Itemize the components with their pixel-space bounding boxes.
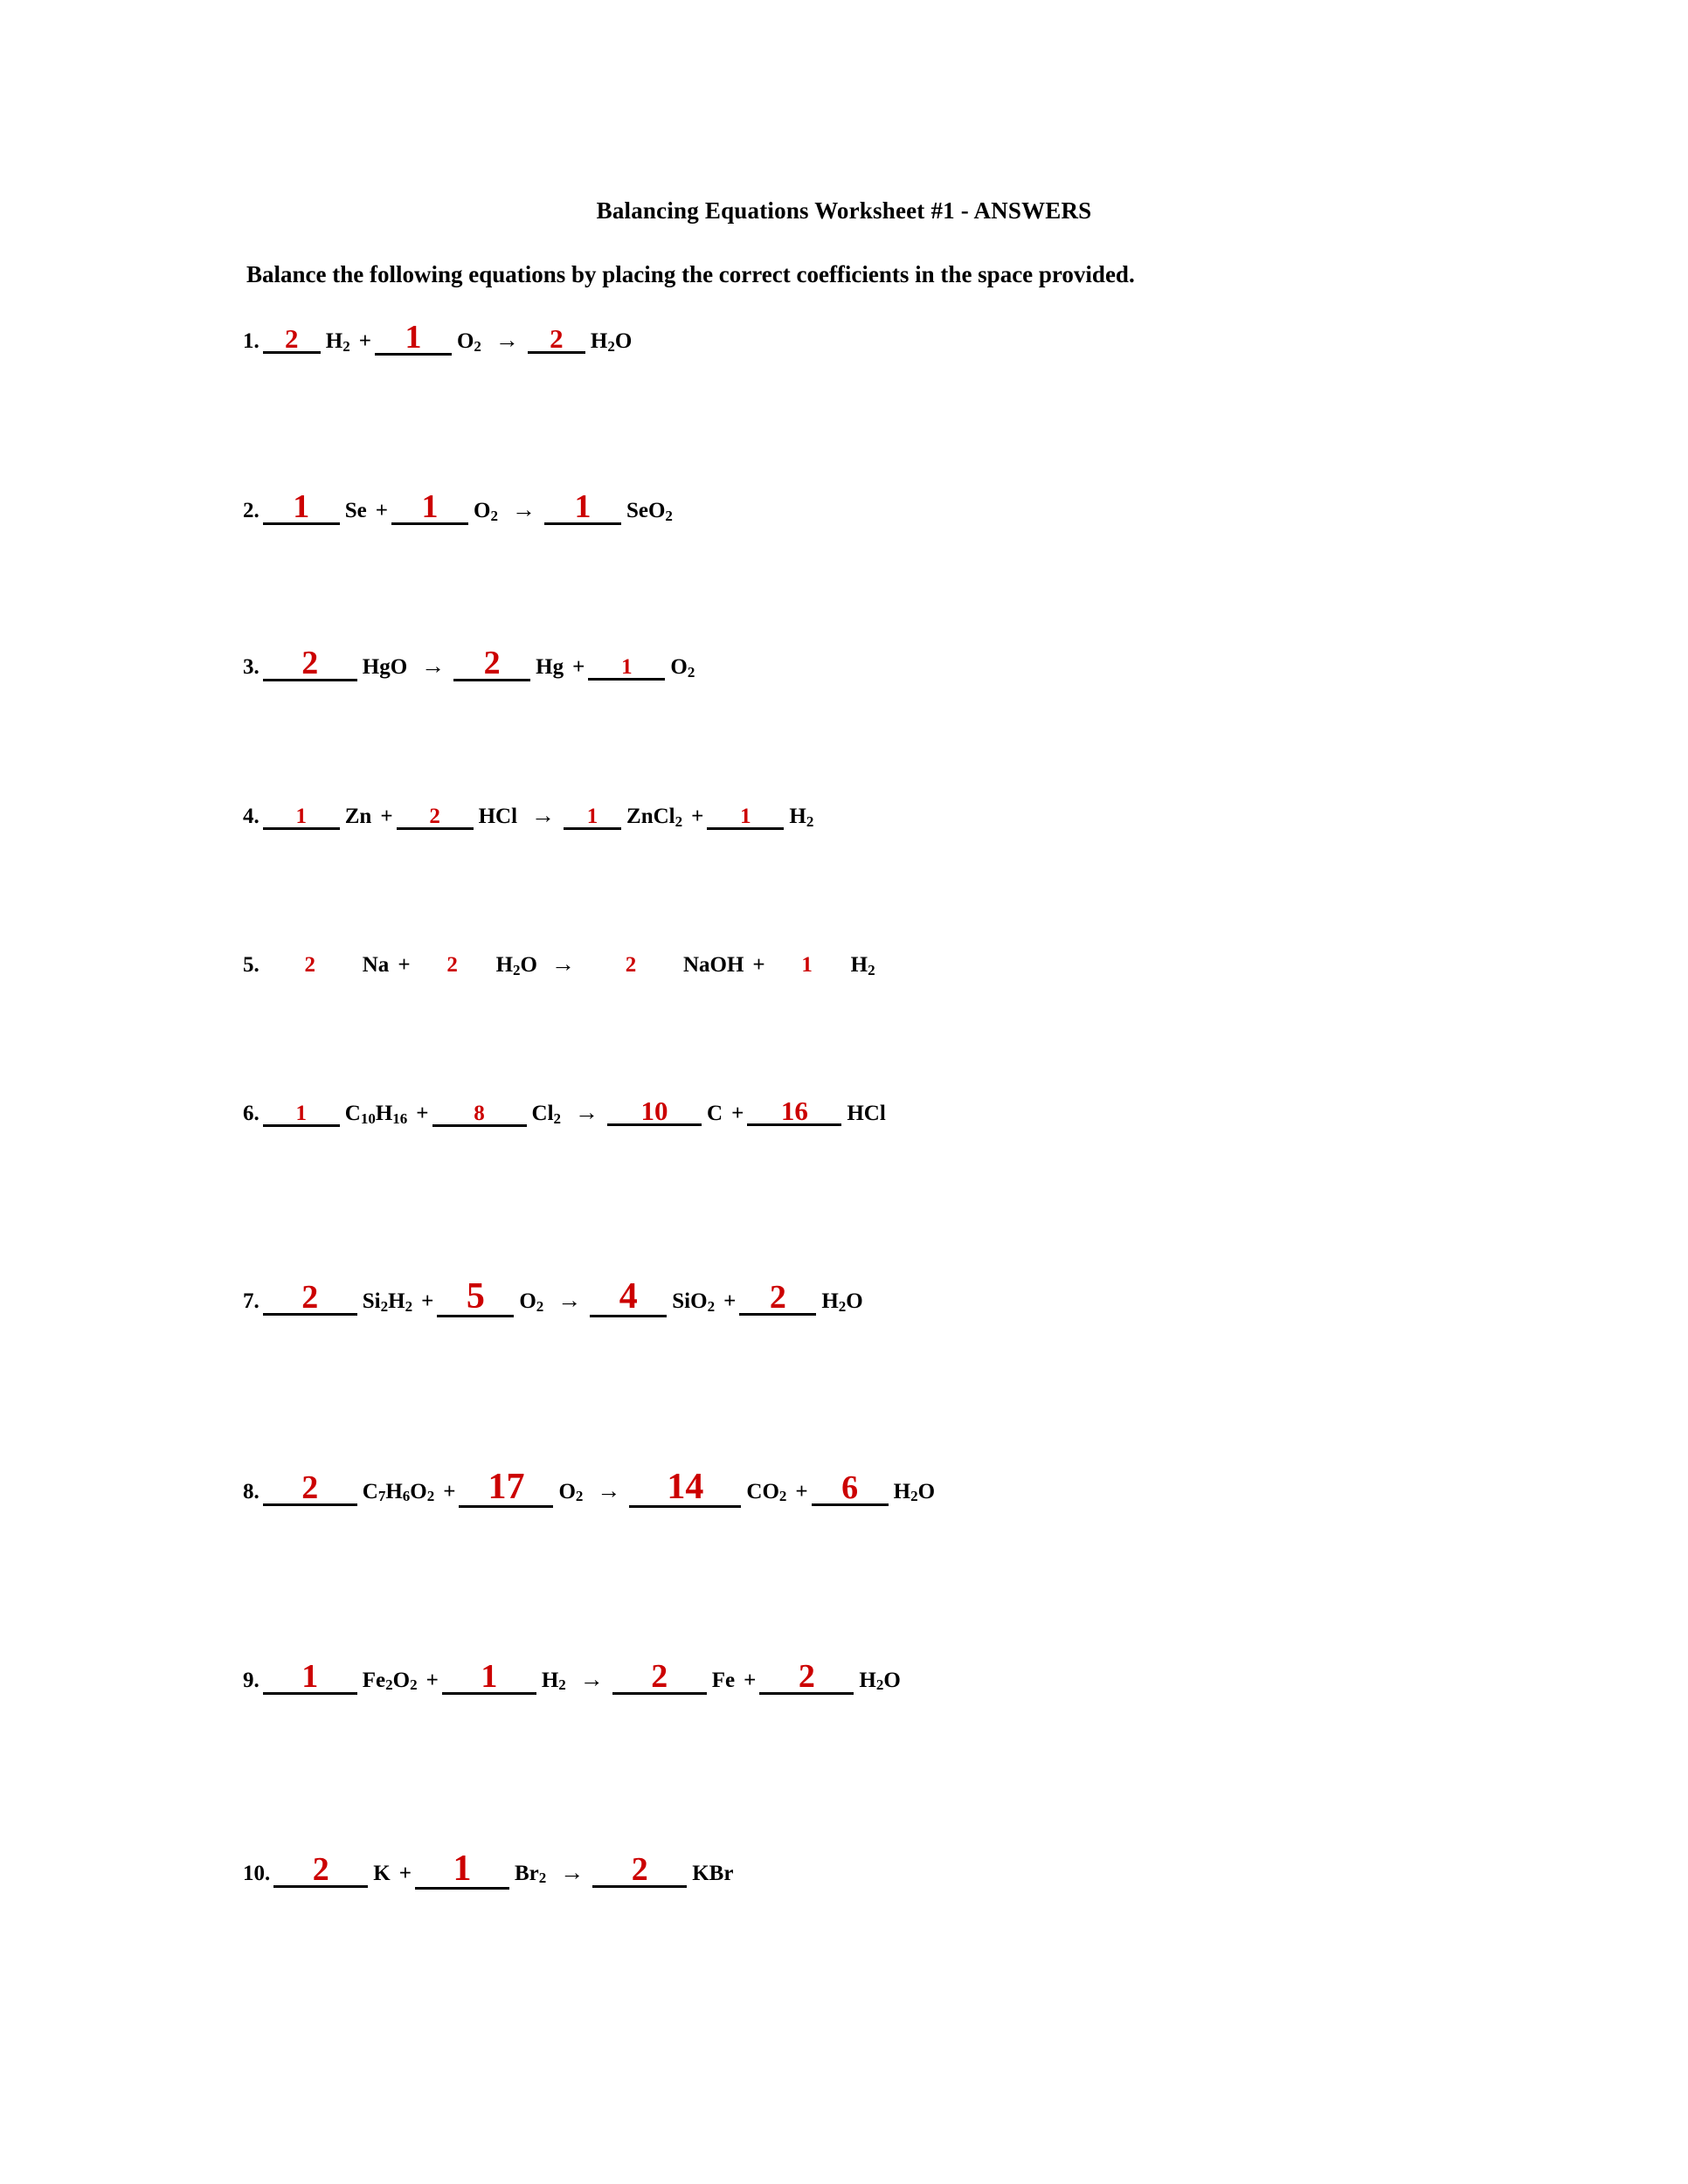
equation-row <box>243 804 1688 830</box>
equation-number: 1. <box>243 329 259 353</box>
reaction-arrow-icon: → <box>495 327 519 353</box>
chemical-formula: $Cl_2$ <box>531 1102 562 1127</box>
chemical-formula: KBr <box>692 1861 734 1885</box>
coefficient-blank-reactants-1[interactable]: 2 <box>263 1472 357 1506</box>
coefficient-blank-reactants-2[interactable]: 8 <box>432 1103 527 1127</box>
plus-operator: + <box>731 1102 744 1126</box>
coefficient-blank-reactants-2[interactable]: 2 <box>446 953 458 978</box>
equation-number: 6. <box>243 1102 259 1126</box>
equation-number: 8. <box>243 1479 259 1503</box>
chemical-formula: ZnCl$_2$ <box>626 805 683 831</box>
chemical-formula: $H_2O$ <box>859 1668 901 1694</box>
coefficient-blank-products-1[interactable]: 2 <box>592 1854 687 1888</box>
plus-operator: + <box>358 329 371 353</box>
chemical-formula: Se <box>344 499 367 523</box>
chemical-formula: SiO$_2$ <box>672 1289 716 1315</box>
plus-operator: + <box>691 805 704 829</box>
chemical-formula: $O_2$ <box>670 655 695 681</box>
chemical-formula: $H_2O$ <box>893 1479 936 1505</box>
plus-operator: + <box>416 1102 429 1126</box>
coefficient-blank-reactants-2[interactable]: 5 <box>437 1280 514 1317</box>
page-title: Balancing Equations Worksheet #1 - ANSWERS <box>596 197 1092 224</box>
chemical-formula: $H_2$ <box>541 1668 566 1694</box>
coefficient-blank-reactants-1[interactable]: 2 <box>304 953 315 978</box>
coefficient-blank-reactants-2[interactable]: 1 <box>375 321 452 356</box>
coefficient-blank-products-1[interactable]: 1 <box>564 806 621 830</box>
coefficient-blank-reactants-1[interactable]: 2 <box>263 326 321 354</box>
chemical-formula: $H_2$ <box>789 805 814 831</box>
chemical-formula: $CO_2$ <box>746 1479 787 1505</box>
coefficient-blank-reactants-2[interactable]: 1 <box>442 1661 536 1695</box>
coefficient-blank-products-2[interactable]: 6 <box>812 1472 889 1506</box>
coefficient-blank-products-1[interactable]: 1 <box>544 491 621 525</box>
reaction-arrow-icon: → <box>421 653 446 680</box>
coefficient-blank-products-2[interactable]: 1 <box>707 806 784 830</box>
plus-operator: + <box>443 1479 456 1503</box>
chemical-formula: $Br_2$ <box>514 1861 547 1887</box>
chemical-formula: $Fe_2O_2$ <box>362 1668 418 1694</box>
chemical-formula: $H_2O$ <box>495 953 537 978</box>
coefficient-blank-reactants-2[interactable]: 2 <box>397 806 474 830</box>
chemical-formula: $Si_2H_2$ <box>362 1289 413 1315</box>
equation-row <box>243 1095 1688 1127</box>
coefficient-blank-reactants-1[interactable]: 2 <box>263 1282 357 1316</box>
chemical-formula: $C_{10}H_{16}$ <box>344 1102 408 1127</box>
plus-operator: + <box>421 1289 434 1313</box>
plus-operator: + <box>398 953 411 978</box>
equation-row <box>243 1275 1688 1317</box>
plus-operator: + <box>723 1289 737 1313</box>
equation-number: 10. <box>243 1861 271 1885</box>
chemical-formula: HCl <box>478 805 518 829</box>
chemical-formula: SeO$_2$ <box>626 499 673 524</box>
equation-row <box>243 952 1688 976</box>
coefficient-blank-reactants-2[interactable]: 17 <box>459 1470 553 1508</box>
instruction-text: Balance the following equations by placing the correct coefficients in the space provided. <box>246 261 1135 287</box>
chemical-formula: $H_2$ <box>325 329 350 355</box>
equation-number: 5. <box>243 953 259 978</box>
reaction-arrow-icon: → <box>579 1665 604 1692</box>
coefficient-blank-products-1[interactable]: 2 <box>625 953 637 978</box>
coefficient-blank-products-1[interactable]: 4 <box>590 1280 667 1317</box>
chemical-formula: HCl <box>847 1102 886 1126</box>
coefficient-blank-products-1[interactable]: 10 <box>607 1098 702 1126</box>
coefficient-blank-reactants-1[interactable]: 1 <box>263 1661 357 1695</box>
coefficient-blank-products-2[interactable]: 16 <box>747 1098 841 1126</box>
equation-number: 9. <box>243 1668 259 1692</box>
equation-number: 3. <box>243 655 259 680</box>
plus-operator: + <box>425 1668 439 1692</box>
reaction-arrow-icon: → <box>575 1099 599 1126</box>
coefficient-blank-products-2[interactable]: 1 <box>801 953 813 978</box>
coefficient-blank-reactants-2[interactable]: 1 <box>391 491 468 525</box>
coefficient-blank-products-1[interactable]: 2 <box>528 326 585 354</box>
equation-row <box>243 1466 1688 1508</box>
coefficient-blank-reactants-1[interactable]: 1 <box>263 806 340 830</box>
coefficient-blank-reactants-2[interactable]: 1 <box>415 1852 509 1890</box>
equation-row <box>243 647 1688 681</box>
plus-operator: + <box>752 953 765 978</box>
coefficient-blank-products-1[interactable]: 2 <box>453 647 530 681</box>
coefficient-blank-products-2[interactable]: 2 <box>739 1282 816 1316</box>
coefficient-blank-reactants-1[interactable]: 1 <box>263 491 340 525</box>
equation-number: 7. <box>243 1289 259 1313</box>
chemical-formula: $H_2O$ <box>821 1289 863 1315</box>
plus-operator: + <box>572 655 585 680</box>
equation-row <box>243 321 1688 356</box>
reaction-arrow-icon: → <box>550 950 575 978</box>
chemical-formula: $H_2$ <box>850 953 875 978</box>
coefficient-blank-reactants-1[interactable]: 1 <box>263 1103 340 1127</box>
chemical-formula: Na <box>362 953 390 978</box>
plus-operator: + <box>795 1479 808 1503</box>
chemical-formula: $O_2$ <box>456 329 481 355</box>
chemical-formula: Zn <box>344 805 372 829</box>
reaction-arrow-icon: → <box>511 496 536 523</box>
chemical-formula: $O_2$ <box>474 499 498 524</box>
coefficient-blank-products-1[interactable]: 14 <box>629 1470 741 1508</box>
coefficient-blank-products-2[interactable]: 2 <box>759 1661 854 1695</box>
chemical-formula: C <box>707 1102 723 1126</box>
equation-list <box>0 287 1688 1890</box>
chemical-formula: Hg <box>536 655 564 680</box>
chemical-formula: HgO <box>362 655 408 680</box>
plus-operator: + <box>380 805 393 829</box>
coefficient-blank-products-1[interactable]: 2 <box>612 1661 707 1695</box>
reaction-arrow-icon: → <box>557 1286 582 1313</box>
reaction-arrow-icon: → <box>560 1858 585 1885</box>
equation-row <box>243 1848 1688 1890</box>
chemical-formula: K <box>373 1861 391 1885</box>
chemical-formula: Fe <box>711 1668 736 1692</box>
equation-number: 2. <box>243 499 259 523</box>
coefficient-blank-products-2[interactable]: 1 <box>588 657 665 681</box>
equation-number: 4. <box>243 805 259 829</box>
chemical-formula: $O_2$ <box>519 1289 544 1315</box>
equation-row <box>243 488 1688 526</box>
equation-row <box>243 1657 1688 1695</box>
coefficient-blank-reactants-1[interactable]: 2 <box>273 1854 368 1888</box>
chemical-formula: $H_2O$ <box>590 329 633 355</box>
plus-operator: + <box>375 499 388 523</box>
chemical-formula: $O_2$ <box>558 1479 584 1505</box>
reaction-arrow-icon: → <box>597 1476 621 1503</box>
plus-operator: + <box>744 1668 757 1692</box>
coefficient-blank-reactants-1[interactable]: 2 <box>263 647 357 681</box>
reaction-arrow-icon: → <box>531 802 556 829</box>
plus-operator: + <box>398 1861 412 1885</box>
chemical-formula: $C_7H_6O_2$ <box>362 1479 435 1505</box>
chemical-formula: NaOH <box>682 953 744 978</box>
